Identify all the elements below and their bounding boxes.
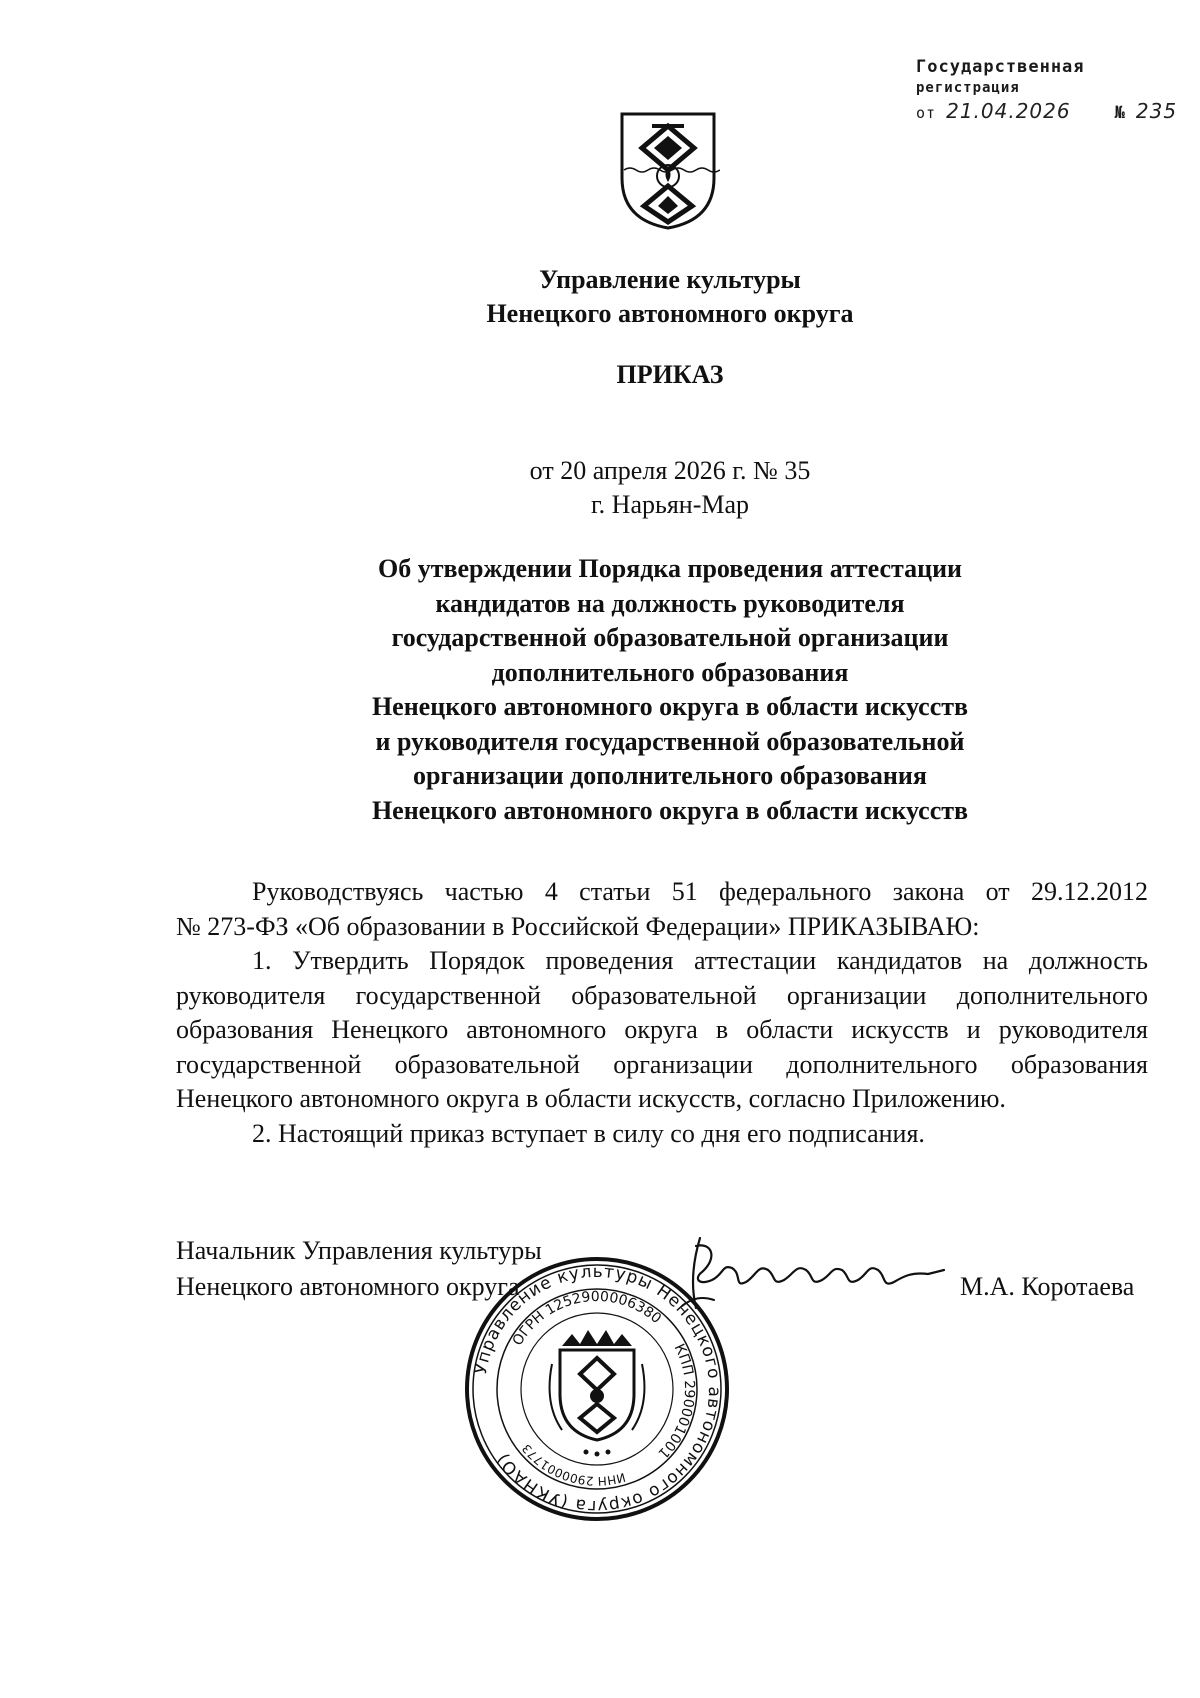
signatory-position-line-2: Ненецкого автономного округа [176,1272,520,1301]
seal-kpp: КПП 290001001 [654,1341,698,1462]
intro-paragraph-line-2: № 273-ФЗ «Об образовании в Российской Федерации» ПРИКАЗЫВАЮ: [176,911,980,941]
registration-number-sign: № [1114,103,1126,123]
organization-name-line-1: Управление культуры [539,265,801,294]
title-line: и руководителя государственной образовательной [375,726,965,756]
registration-date-number [916,98,1178,126]
title-line: дополнительного образования [491,657,849,687]
order-item-1: 1. Утвердить Порядок проведения аттестации кандидатов на должность руководителя государственной образовательной организации дополнительного образования Ненецкого автономного округа в области искусств и руководителя государственной образовательной организации дополнительного образования Ненецкого автономного округа в области искусств, согласно Приложению. [176,946,1148,1113]
registration-label-2: регистрация [916,80,1020,96]
title-line: Об утверждении Порядка проведения аттестации [377,554,963,583]
title-line: кандидатов на должность руководителя [435,588,905,618]
document-type: ПРИКАЗ [616,360,724,389]
seal-outer-text: Управление культуры Ненецкого автономного округа (УКНАО) [470,1261,725,1517]
document-body [176,875,1148,1151]
organization-name-line-2: Ненецкого автономного округа [486,299,854,328]
registration-number: 235 [1135,99,1178,123]
handwritten-signature-icon [672,1228,952,1318]
registration-from-label: от [916,104,937,122]
title-line: государственной образовательной организации [391,623,949,652]
document-place: г. Нарьян-Мар [590,490,750,519]
seal-coat-of-arms-icon [550,1330,645,1457]
title-line: Ненецкого автономного округа в области искусств [371,692,969,721]
organization-name [170,263,1170,331]
title-line: организации дополнительного образования [413,761,927,790]
document-date-block [170,454,1170,522]
title-line: Ненецкого автономного округа в области искусств [371,795,969,825]
order-item-2: 2. Настоящий приказ вступает в силу со дня его подписания. [252,1118,925,1148]
registration-date: 21.04.2026 [946,99,1071,123]
document-title [170,552,1170,828]
signatory-name: М.А. Коротаева [960,1272,1135,1301]
seal-ogrn: ОГРН 1252900006380 [509,1288,665,1349]
registration-label: Государственная [916,57,1085,77]
registration-stamp [916,56,1178,126]
document-date: от 20 апреля 2026 г. № 35 [529,456,811,485]
signatory-position-line-1: Начальник Управления культуры [176,1236,542,1265]
nao-coat-of-arms-icon [616,108,720,232]
seal-inn: ИНН 2900001773 [519,1441,627,1489]
intro-paragraph-line-1: Руководствуясь частью 4 статьи 51 федерального закона от 29.12.2012 [252,877,1148,906]
